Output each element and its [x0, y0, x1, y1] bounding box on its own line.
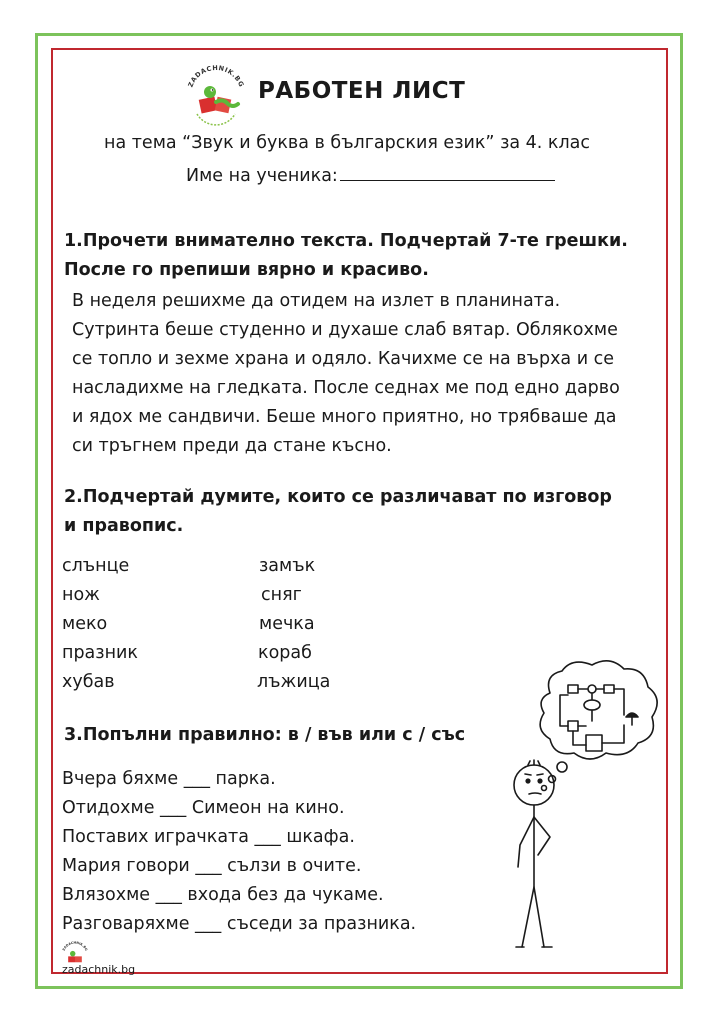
word-right[interactable]: лъжица	[257, 672, 331, 692]
task1-text-line: си тръгнем преди да стане късно.	[72, 436, 392, 456]
worksheet-title: РАБОТЕН ЛИСТ	[258, 78, 466, 104]
worksheet-subtitle: на тема “Звук и буква в българския език” за 4. клас	[104, 133, 591, 153]
word-left[interactable]: хубав	[62, 672, 115, 692]
task2-heading	[64, 483, 664, 541]
task1-text-line: Сутринта беше студенно и духаше слаб вятар. Облякохме	[72, 320, 618, 340]
task1-heading-line: После го препиши вярно и красиво.	[64, 260, 429, 280]
task3-heading: 3.Попълни правилно: в / във или с / със	[64, 725, 466, 745]
student-name-label: Име на ученика:	[186, 166, 338, 186]
word-left[interactable]: нож	[62, 585, 100, 605]
student-name-blank[interactable]	[340, 162, 555, 181]
svg-text:ZADACHNIK.BG: ZADACHNIK.BG	[186, 63, 246, 89]
svg-text:ZADACHNIK.BG: ZADACHNIK.BG	[61, 940, 89, 952]
word-left[interactable]: празник	[62, 643, 138, 663]
fill-in-sentence[interactable]: Поставих играчката ___ шкафа.	[62, 827, 355, 847]
fill-in-sentence[interactable]: Мария говори ___ сълзи в очите.	[62, 856, 362, 876]
word-right[interactable]: мечка	[259, 614, 315, 634]
fill-in-sentence[interactable]: Разговаряхме ___ съседи за празника.	[62, 914, 417, 934]
word-right[interactable]: сняг	[261, 585, 302, 605]
zadachnik-logo	[183, 62, 249, 128]
task1-text	[72, 287, 672, 461]
fill-in-sentence[interactable]: Влязохме ___ входа без да чукаме.	[62, 885, 384, 905]
task1-text-line: В неделя решихме да отидем на излет в планината.	[72, 291, 561, 311]
student-name-line	[186, 162, 555, 186]
word-left[interactable]: слънце	[62, 556, 130, 576]
task2-heading-line: 2.Подчертай думите, които се различават по изговор	[64, 487, 612, 507]
word-left[interactable]: меко	[62, 614, 108, 634]
thinking-figure-illustration	[492, 655, 662, 955]
word-right[interactable]: кораб	[258, 643, 312, 663]
task1-heading	[64, 227, 664, 285]
word-right[interactable]: замък	[259, 556, 316, 576]
task1-heading-line: 1.Прочети внимателно текста. Подчертай 7-те грешки.	[64, 231, 628, 251]
footer-site: zadachnik.bg	[62, 963, 136, 976]
fill-in-sentence[interactable]: Отидохме ___ Симеон на кино.	[62, 798, 345, 818]
task2-heading-line: и правопис.	[64, 516, 184, 536]
fill-in-sentence[interactable]: Вчера бяхме ___ парка.	[62, 769, 276, 789]
task1-text-line: насладихме на гледката. После седнах ме под едно дарво	[72, 378, 620, 398]
task1-text-line: се топло и зехме храна и одяло. Качихме се на върха и се	[72, 349, 615, 369]
task1-text-line: и ядох ме сандвичи. Беше много приятно, но трябваше да	[72, 407, 617, 427]
